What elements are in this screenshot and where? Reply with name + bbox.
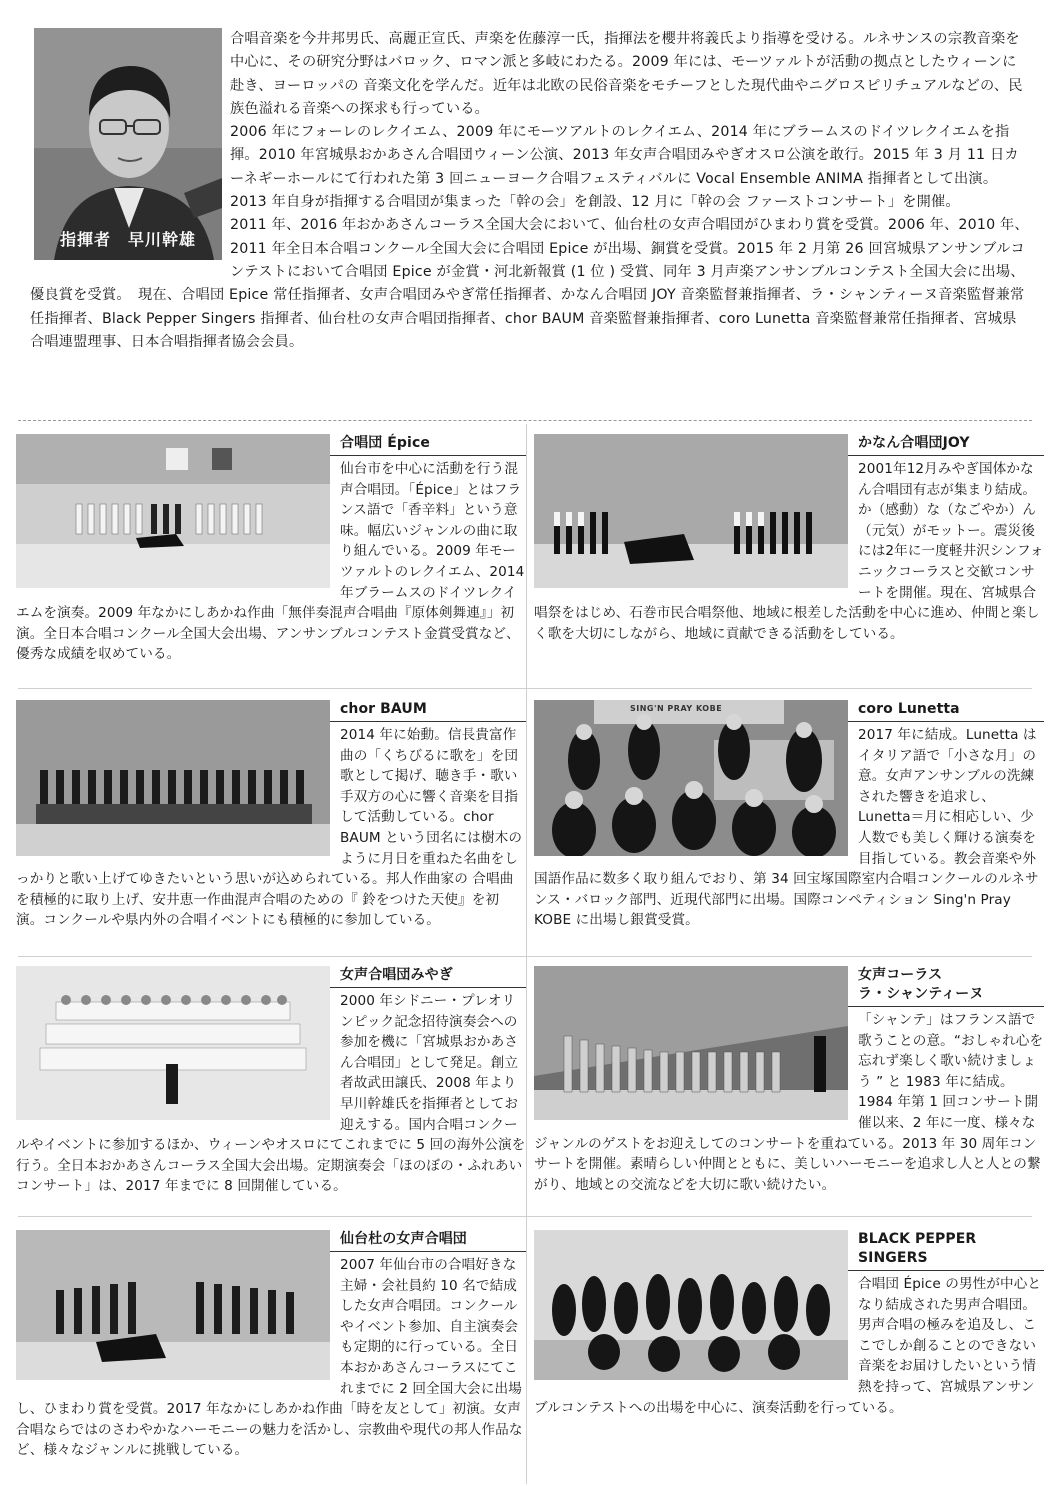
choir-photo [534, 1230, 848, 1380]
choir-text: 2007 年仙台市の合唱好きな主婦・会社員約 10 名で結成した女声合唱団。コンクールやイベント参加、自主演奏会も定期的に行っている。全日本おかあさんコーラスにてこれまでに 2 回全国大会に出場し、ひまわり賞を受賞。2017 年なかにしあかね作曲「時を友として」初演。女声合唱ならではのさわやかなハーモニーの魅力を活かし、宗教曲や現代の邦人作品など、様々なジャンルに挑戦している。 [16, 1257, 523, 1459]
choir-photo [16, 1230, 330, 1380]
row-divider [18, 956, 1032, 957]
choir-photo [16, 966, 330, 1120]
conductor-portrait [34, 28, 222, 260]
row-divider [18, 688, 1032, 689]
choir-photo [534, 434, 848, 588]
choir-text: 「シャンテ」はフランス語で歌うことの意。“おしゃれ心を忘れず楽しく歌い続けましょう ” と 1983 年に結成。1984 年第 1 回コンサート開催以来、2 年に一度、様々なジャンルのゲストをお迎えしてのコンサートを重ねている。2013 年 30 周年コンサートを開催。素晴らしい仲間とともに、美しいハーモニーを追求し人と人との繋がり、地域との交流などを大切に歌い続けたい。 [534, 1012, 1044, 1193]
stage-photo-illustration [534, 966, 848, 1120]
bio-paragraph: 2006 年にフォーレのレクイエム、2009 年にモーツアルトのレクイエム、2014 年にブラームスのドイツレクイエムを指揮。2010 年宮城県おかあさん合唱団ウィーン公演、2013 年女声合唱団みやぎオスロ公演を敢行。2015 年 3 月 11 日カーネギーホールにて行われた第 3 回ニューヨーク合唱フェスティバルに Vocal Ensemble ANIMA 指揮者として出演。2013 年自身が指揮する合唱団が集まった「幹の会」を創設、12 月に「幹の会 ファーストコンサート」を開催。 [230, 124, 1019, 211]
choir-photo [534, 966, 848, 1120]
choir-panel-chor-baum [16, 700, 526, 931]
choir-text: 仙台市を中心に活動を行う混声合唱団。「Épice」とはフランス語で「香辛料」という意味。幅広いジャンルの曲に取り組んでいる。2009 年モーツァルトのレクイエム、2014 年ブラームスのドイツレクイエムを演奏。2009 年なかにしあかね作曲「無伴奏混声合唱曲『原体剣舞連』」初演。全日本合唱コンクール全国大会出場、アンサンブルコンテスト金賞受賞など、優秀な成績を収めている。 [16, 461, 525, 663]
choir-panel-coro-lunetta [534, 700, 1044, 931]
choir-name: chor BAUM [16, 700, 526, 722]
choir-panel-miyagi [16, 966, 526, 1197]
choir-text: 2014 年に始動。信長貴富作曲の「くちびるに歌を」を団歌として掲げ、聴き手・歌い手双方の心に響く音楽を目指して活動している。chor BAUM という団名には樹木のように月日を重ねた名曲をしっかりと歌い上げてゆきたいという思いが込められている。邦人作曲家の 合唱曲を積極的に取り上げ、安井恵一作曲混声合唱のための『 鈴をつけた天使』を初演。コンクールや県内外の合唱イベントにも積極的に参加している。 [16, 727, 523, 929]
choir-text: 2001年12月みやぎ国体かなん合唱団有志が集まり結成。か（感動）な（なごやか）ん（元気）がモットー。震災後には2年に一度軽井沢シンフォニックコーラスと交歓コンサートを開催。現在、宮城県合唱祭をはじめ、石巻市民合唱祭他、地域に根差した活動を中心に進め、仲間と楽しく歌を大切にしながら、地域に貢献できる活動をしている。 [534, 461, 1044, 642]
choir-name-line2: ラ・シャンティーヌ [534, 985, 1044, 1007]
choir-name: 女声合唱団みやぎ [16, 966, 526, 988]
conductor-caption: 指揮者 早川幹雄 [59, 230, 196, 249]
choir-photo [16, 700, 330, 856]
group-photo-illustration [534, 700, 848, 856]
choir-text: 合唱団 Épice の男性が中心となり結成された男声合唱団。男声合唱の極みを追及し、ここでしか創ることのできない音楽をお届けしたいという情熱を持って、宮城県アンサンブルコンテストへの出場を中心に、演奏活動を行っている。 [534, 1276, 1042, 1416]
choir-photo [16, 434, 330, 588]
photo-sign: SING'N PRAY KOBE [630, 704, 723, 713]
choir-text: 2017 年に結成。Lunetta はイタリア語で「小さな月」の意。女声アンサンブルの洗練された響きを追求し、Lunetta＝月に相応しい、少人数でも美しく輝ける演奏を目指している。教会音楽や外国語作品に数多く取り組んでおり、第 34 回宝塚国際室内合唱コンクールのルネサンス・バロック部門、近現代部門に出場。国際コンペティション Sing'n Pray KOBE に出場し銀賞受賞。 [534, 727, 1039, 929]
conductor-photo-illustration [34, 28, 222, 260]
choir-name: 女声コーラス [858, 967, 943, 983]
choir-name: 合唱団 Épice [16, 434, 526, 456]
stage-photo-illustration [16, 434, 330, 588]
choir-name: BLACK PEPPER SINGERS [534, 1230, 1044, 1271]
group-photo-illustration [16, 966, 330, 1120]
choir-panel-black-pepper-singers [534, 1230, 1044, 1418]
stage-photo-illustration [16, 700, 330, 856]
choir-photo [534, 700, 848, 856]
stage-photo-illustration [534, 434, 848, 588]
choir-text: 2000 年シドニー・プレオリンピック記念招待演奏会への参加を機に「宮城県おかあさん合唱団」として発足。創立者故武田譲氏、2008 年より早川幹雄氏を指揮者としてお迎えする。国内合唱コンクールやイベントに参加するほか、ウィーンやオスロにてこれまでに 5 回の海外公演を行う。全日本おかあさんコーラス全国大会出場。定期演奏会「ほのぼの・ふれあいコンサート」は、2017 年までに 8 回開催している。 [16, 993, 526, 1195]
choir-panel-la-chantine [534, 966, 1044, 1195]
bio-paragraph: 2011 年、2016 年おかあさんコーラス全国大会において、仙台杜の女声合唱団がひまわり賞を受賞。2006 年、2010 年、2011 年全日本合唱コンクール全国大会に合唱団 Epice が出場、銅賞を受賞。2015 年 2 月第 26 回宮城県アンサンブルコンテストにおいて合唱団 Epice が金賞・河北新報賞 (1 位 ) 受賞、同年 3 月声楽アンサンブルコンテスト全国大会に出場、優良賞を受賞。 現在、合唱団 Epice 常任指揮者、女声合唱団みやぎ常任指揮者、かなん合唱団 JOY 音楽監督兼指揮者、ラ・シャンティーヌ音楽監督兼常任指揮者、Black Pepper Singers 指揮者、仙台杜の女声合唱団指揮者、chor BAUM 音楽監督兼指揮者、coro Lunetta 音楽監督兼常任指揮者、宮城県合唱連盟理事、日本合唱指揮者協会会員。 [30, 217, 1029, 350]
choir-panel-joy [534, 434, 1044, 644]
conductor-profile [30, 28, 1030, 408]
choir-name: 仙台杜の女声合唱団 [16, 1230, 526, 1252]
bio-paragraph: 合唱音楽を今井邦男氏、高麗正宣氏、声楽を佐藤淳一氏，指揮法を櫻井将義氏より指導を受ける。ルネサンスの宗教音楽を中心に、その研究分野はバロック、ロマン派と多岐にわたる。2009 年には、モーツァルトが活動の拠点としたウィーンに赴き、ヨーロッパの 音楽文化を学んだ。近年は北欧の民俗音楽をモチーフとした現代曲やニグロスピリチュアルなどの、民族色溢れる音楽への探求も行っている。 [230, 31, 1023, 117]
column-divider [526, 424, 527, 1484]
choir-panel-epice [16, 434, 526, 665]
choir-panel-sendai-mori [16, 1230, 526, 1461]
choir-name: かなん合唱団JOY [534, 434, 1044, 456]
section-divider [18, 420, 1032, 421]
choir-name: coro Lunetta [534, 700, 1044, 722]
stage-photo-illustration [16, 1230, 330, 1380]
row-divider [18, 1216, 1032, 1217]
group-photo-illustration [534, 1230, 848, 1380]
